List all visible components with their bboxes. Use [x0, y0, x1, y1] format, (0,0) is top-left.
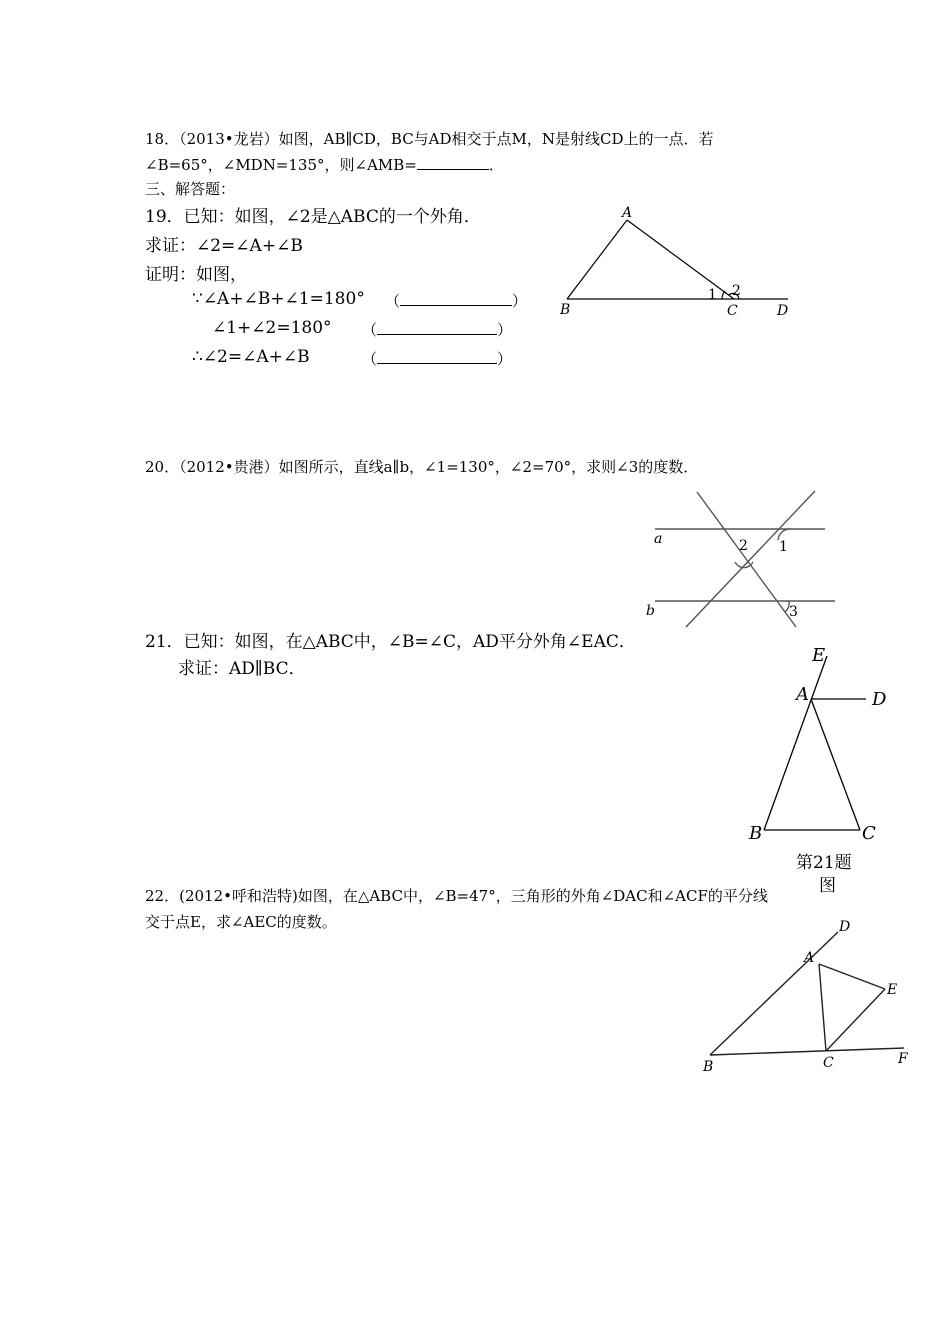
label-angle-1: 1	[779, 539, 788, 555]
q19-line1: 19．已知：如图，∠2是△ABC的一个外角．	[145, 207, 481, 227]
q20-line1: 20．（2012•贵港）如图所示，直线a∥b，∠1=130°，∠2=70°，求则∠3的度数．	[145, 458, 699, 476]
q19-line2: 求证：∠2=∠A+∠B	[145, 236, 303, 256]
label-angle-3: 3	[789, 604, 798, 620]
label-c: C	[862, 823, 876, 844]
q19-step1: ∵∠A+∠B+∠1=180°	[192, 289, 365, 309]
q19-line3: 证明：如图，	[145, 265, 247, 285]
segment-ae	[819, 964, 885, 989]
paren-close: ）	[497, 350, 513, 368]
paren-close: ）	[512, 292, 528, 310]
label-angle-2: 2	[739, 538, 748, 554]
label-c: C	[727, 303, 738, 319]
q21-line2: 求证：AD∥BC．	[178, 659, 306, 679]
line-b-f	[710, 1048, 904, 1055]
label-b: B	[703, 1059, 714, 1075]
q18-tail: ．	[488, 156, 504, 174]
q21-line1: 21．已知：如图，在△ABC中，∠B=∠C，AD平分外角∠EAC．	[145, 632, 636, 652]
label-d: D	[839, 919, 851, 935]
q22-line1: 22．(2012•呼和浩特)如图，在△ABC中，∠B=47°，三角形的外角∠DAC和∠ACF的平分线	[145, 887, 768, 905]
label-angle-2: 2	[732, 283, 741, 299]
label-d: D	[777, 303, 789, 319]
label-e: E	[812, 645, 826, 666]
label-a: A	[796, 684, 809, 705]
segment-ce	[826, 989, 885, 1051]
label-e: E	[887, 982, 898, 998]
paren-close: ）	[497, 321, 513, 339]
label-a: A	[804, 950, 815, 966]
label-c: C	[823, 1055, 834, 1071]
q18-line2-text: ∠B=65°，∠MDN=135°，则∠AMB=	[145, 156, 417, 174]
paren-open: （	[362, 350, 378, 368]
label-b: B	[560, 302, 571, 318]
line-b-d	[710, 932, 838, 1055]
paren-open: （	[385, 292, 401, 310]
figure-caption-line1: 第21题	[796, 853, 852, 873]
section-3-heading: 三、解答题：	[145, 180, 236, 198]
label-angle-1: 1	[708, 287, 717, 303]
label-a: A	[622, 205, 633, 221]
label-f: F	[898, 1051, 908, 1067]
label-d: D	[872, 689, 887, 710]
figure-caption-line2: 图	[819, 876, 836, 896]
q18-line1: 18．（2013•龙岩）如图，AB∥CD，BC与AD相交于点M，N是射线CD上的一点．若	[145, 130, 714, 148]
q19-step3: ∴∠2=∠A+∠B	[192, 347, 310, 367]
paren-open: （	[362, 321, 378, 339]
segment-ac	[819, 964, 826, 1051]
label-a: a	[654, 531, 663, 547]
q22-line2: 交于点E，求∠AEC的度数。	[145, 913, 337, 931]
q19-step2: ∠1+∠2=180°	[212, 318, 332, 338]
label-b: B	[749, 823, 763, 844]
label-b: b	[646, 603, 655, 619]
